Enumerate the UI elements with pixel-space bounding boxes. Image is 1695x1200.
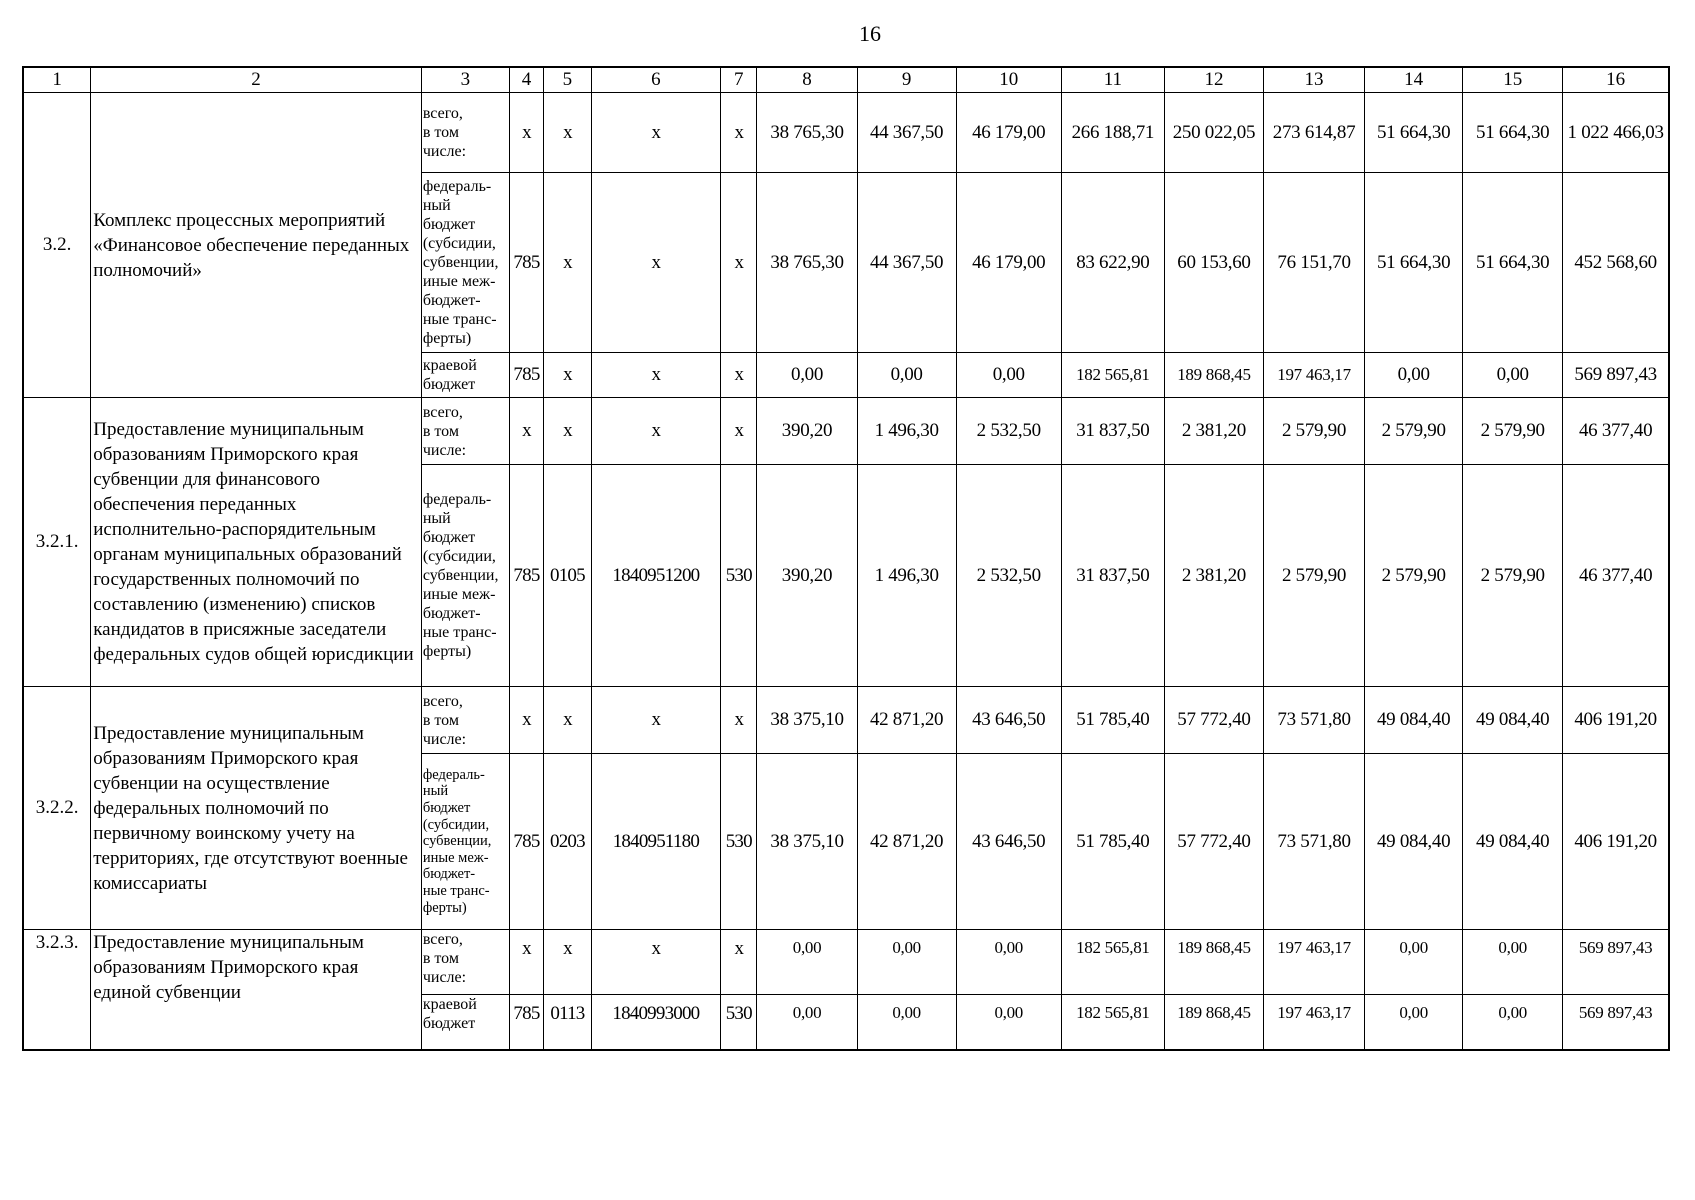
value-col-8: 0,00	[757, 353, 857, 398]
code-c5: 0105	[544, 465, 592, 687]
value-col-13: 76 151,70	[1264, 173, 1365, 353]
value-col-16: 1 022 466,03	[1563, 93, 1669, 173]
header-cell-14: 14	[1365, 67, 1463, 93]
row-name: Предоставление муниципальным образованиям Приморского края субвенции для финансового обеспечения переданных исполнительно-распорядительным органам муниципальных образований государственных полномочий по составлению (изменению) списков кандидатов в присяжные заседатели федеральных судов общей юрисдикции	[91, 398, 422, 687]
header-cell-3: 3	[421, 67, 509, 93]
value-col-14: 49 084,40	[1365, 687, 1463, 754]
value-col-10: 0,00	[956, 995, 1061, 1050]
value-col-14: 0,00	[1365, 995, 1463, 1050]
value-col-10: 0,00	[956, 353, 1061, 398]
value-col-12: 2 381,20	[1164, 465, 1263, 687]
value-col-16: 406 191,20	[1563, 754, 1669, 930]
code-c6: 1840993000	[591, 995, 720, 1050]
value-col-13: 197 463,17	[1264, 353, 1365, 398]
funding-source-federal: федераль- ный бюджет (субсидии, субвенции, иные меж- бюджет- ные транс- ферты)	[421, 465, 509, 687]
value-col-10: 46 179,00	[956, 93, 1061, 173]
value-col-12: 189 868,45	[1164, 995, 1263, 1050]
code-c5: х	[544, 930, 592, 995]
value-col-8: 0,00	[757, 995, 857, 1050]
code-c4: 785	[509, 173, 543, 353]
value-col-9: 44 367,50	[857, 93, 956, 173]
value-col-10: 2 532,50	[956, 398, 1061, 465]
value-col-15: 0,00	[1463, 353, 1563, 398]
header-cell-9: 9	[857, 67, 956, 93]
value-col-13: 2 579,90	[1264, 398, 1365, 465]
code-c7: 530	[721, 995, 757, 1050]
code-c4: х	[509, 398, 543, 465]
row-number: 3.2.3.	[23, 930, 91, 1050]
header-row	[23, 67, 1669, 93]
value-col-8: 0,00	[757, 930, 857, 995]
value-col-16: 46 377,40	[1563, 398, 1669, 465]
value-col-11: 51 785,40	[1061, 754, 1164, 930]
funding-source-regional: краевой бюджет	[421, 995, 509, 1050]
value-col-9: 0,00	[857, 995, 956, 1050]
code-c6: х	[591, 687, 720, 754]
value-col-11: 182 565,81	[1061, 995, 1164, 1050]
value-col-15: 0,00	[1463, 930, 1563, 995]
header-cell-15: 15	[1463, 67, 1563, 93]
table-row	[23, 93, 1669, 173]
value-col-10: 0,00	[956, 930, 1061, 995]
value-col-9: 1 496,30	[857, 465, 956, 687]
code-c4: х	[509, 687, 543, 754]
code-c4: х	[509, 930, 543, 995]
value-col-9: 42 871,20	[857, 687, 956, 754]
code-c6: х	[591, 930, 720, 995]
value-col-13: 197 463,17	[1264, 930, 1365, 995]
funding-source-federal: федераль- ный бюджет (субсидии, субвенции, иные меж- бюджет- ные транс- ферты)	[421, 173, 509, 353]
value-col-11: 266 188,71	[1061, 93, 1164, 173]
value-col-15: 49 084,40	[1463, 754, 1563, 930]
value-col-15: 51 664,30	[1463, 93, 1563, 173]
code-c5: х	[544, 398, 592, 465]
code-c6: 1840951200	[591, 465, 720, 687]
value-col-14: 51 664,30	[1365, 93, 1463, 173]
value-col-10: 43 646,50	[956, 687, 1061, 754]
value-col-8: 38 765,30	[757, 93, 857, 173]
row-number: 3.2.2.	[23, 687, 91, 930]
value-col-11: 182 565,81	[1061, 930, 1164, 995]
value-col-15: 49 084,40	[1463, 687, 1563, 754]
value-col-8: 38 375,10	[757, 754, 857, 930]
code-c7: х	[721, 930, 757, 995]
value-col-13: 73 571,80	[1264, 687, 1365, 754]
value-col-9: 0,00	[857, 930, 956, 995]
code-c4: 785	[509, 754, 543, 930]
value-col-11: 31 837,50	[1061, 398, 1164, 465]
value-col-12: 189 868,45	[1164, 353, 1263, 398]
row-name: Предоставление муниципальным образованиям Приморского края субвенции на осуществление федеральных полномочий по первичному воинскому учету на территориях, где отсутствуют военные комиссариаты	[91, 687, 422, 930]
code-c6: х	[591, 173, 720, 353]
value-col-14: 49 084,40	[1365, 754, 1463, 930]
funding-source-federal: федераль- ный бюджет (субсидии, субвенции, иные меж- бюджет- ные транс- ферты)	[421, 754, 509, 930]
funding-source-total: всего, в том числе:	[421, 398, 509, 465]
value-col-12: 250 022,05	[1164, 93, 1263, 173]
value-col-11: 182 565,81	[1061, 353, 1164, 398]
value-col-16: 452 568,60	[1563, 173, 1669, 353]
row-number: 3.2.	[23, 93, 91, 398]
page-number: 16	[859, 21, 881, 46]
funding-source-total: всего, в том числе:	[421, 687, 509, 754]
header-cell-13: 13	[1264, 67, 1365, 93]
header-cell-10: 10	[956, 67, 1061, 93]
header-cell-4: 4	[509, 67, 543, 93]
table-row	[23, 398, 1669, 465]
code-c4: 785	[509, 465, 543, 687]
table-row	[23, 687, 1669, 754]
value-col-8: 390,20	[757, 465, 857, 687]
header-cell-7: 7	[721, 67, 757, 93]
funding-source-regional: краевой бюджет	[421, 353, 509, 398]
value-col-11: 51 785,40	[1061, 687, 1164, 754]
code-c5: х	[544, 93, 592, 173]
code-c4: 785	[509, 995, 543, 1050]
row-number: 3.2.1.	[23, 398, 91, 687]
code-c7: х	[721, 398, 757, 465]
code-c6: х	[591, 398, 720, 465]
row-name: Предоставление муниципальным образованиям Приморского края единой субвенции	[91, 930, 422, 1050]
value-col-13: 73 571,80	[1264, 754, 1365, 930]
value-col-9: 42 871,20	[857, 754, 956, 930]
header-cell-16: 16	[1563, 67, 1669, 93]
value-col-15: 2 579,90	[1463, 398, 1563, 465]
code-c7: х	[721, 687, 757, 754]
value-col-9: 0,00	[857, 353, 956, 398]
code-c5: х	[544, 687, 592, 754]
code-c5: х	[544, 353, 592, 398]
value-col-8: 38 765,30	[757, 173, 857, 353]
value-col-9: 1 496,30	[857, 398, 956, 465]
header-cell-6: 6	[591, 67, 720, 93]
value-col-13: 197 463,17	[1264, 995, 1365, 1050]
value-col-15: 2 579,90	[1463, 465, 1563, 687]
value-col-14: 0,00	[1365, 353, 1463, 398]
code-c5: 0203	[544, 754, 592, 930]
value-col-14: 0,00	[1365, 930, 1463, 995]
row-name: Комплекс процессных мероприятий «Финансовое обеспечение переданных полномочий»	[91, 93, 422, 398]
value-col-12: 57 772,40	[1164, 754, 1263, 930]
code-c4: 785	[509, 353, 543, 398]
value-col-10: 43 646,50	[956, 754, 1061, 930]
funding-source-total: всего, в том числе:	[421, 930, 509, 995]
value-col-9: 44 367,50	[857, 173, 956, 353]
value-col-16: 46 377,40	[1563, 465, 1669, 687]
value-col-10: 46 179,00	[956, 173, 1061, 353]
code-c5: 0113	[544, 995, 592, 1050]
budget-table	[22, 66, 1670, 1051]
value-col-15: 0,00	[1463, 995, 1563, 1050]
code-c7: х	[721, 173, 757, 353]
value-col-11: 83 622,90	[1061, 173, 1164, 353]
code-c7: х	[721, 93, 757, 173]
code-c6: х	[591, 93, 720, 173]
value-col-8: 390,20	[757, 398, 857, 465]
value-col-16: 569 897,43	[1563, 995, 1669, 1050]
value-col-14: 51 664,30	[1365, 173, 1463, 353]
code-c6: 1840951180	[591, 754, 720, 930]
funding-source-total: всего, в том числе:	[421, 93, 509, 173]
header-cell-12: 12	[1164, 67, 1263, 93]
value-col-16: 569 897,43	[1563, 930, 1669, 995]
value-col-13: 273 614,87	[1264, 93, 1365, 173]
code-c7: х	[721, 353, 757, 398]
value-col-13: 2 579,90	[1264, 465, 1365, 687]
table-row	[23, 930, 1669, 995]
header-cell-5: 5	[544, 67, 592, 93]
value-col-15: 51 664,30	[1463, 173, 1563, 353]
value-col-16: 569 897,43	[1563, 353, 1669, 398]
header-cell-2: 2	[91, 67, 422, 93]
value-col-12: 189 868,45	[1164, 930, 1263, 995]
header-cell-1: 1	[23, 67, 91, 93]
value-col-16: 406 191,20	[1563, 687, 1669, 754]
value-col-12: 60 153,60	[1164, 173, 1263, 353]
value-col-8: 38 375,10	[757, 687, 857, 754]
code-c7: 530	[721, 465, 757, 687]
value-col-12: 2 381,20	[1164, 398, 1263, 465]
value-col-10: 2 532,50	[956, 465, 1061, 687]
value-col-12: 57 772,40	[1164, 687, 1263, 754]
code-c6: х	[591, 353, 720, 398]
code-c4: х	[509, 93, 543, 173]
value-col-11: 31 837,50	[1061, 465, 1164, 687]
value-col-14: 2 579,90	[1365, 465, 1463, 687]
header-cell-11: 11	[1061, 67, 1164, 93]
header-cell-8: 8	[757, 67, 857, 93]
code-c7: 530	[721, 754, 757, 930]
code-c5: х	[544, 173, 592, 353]
value-col-14: 2 579,90	[1365, 398, 1463, 465]
